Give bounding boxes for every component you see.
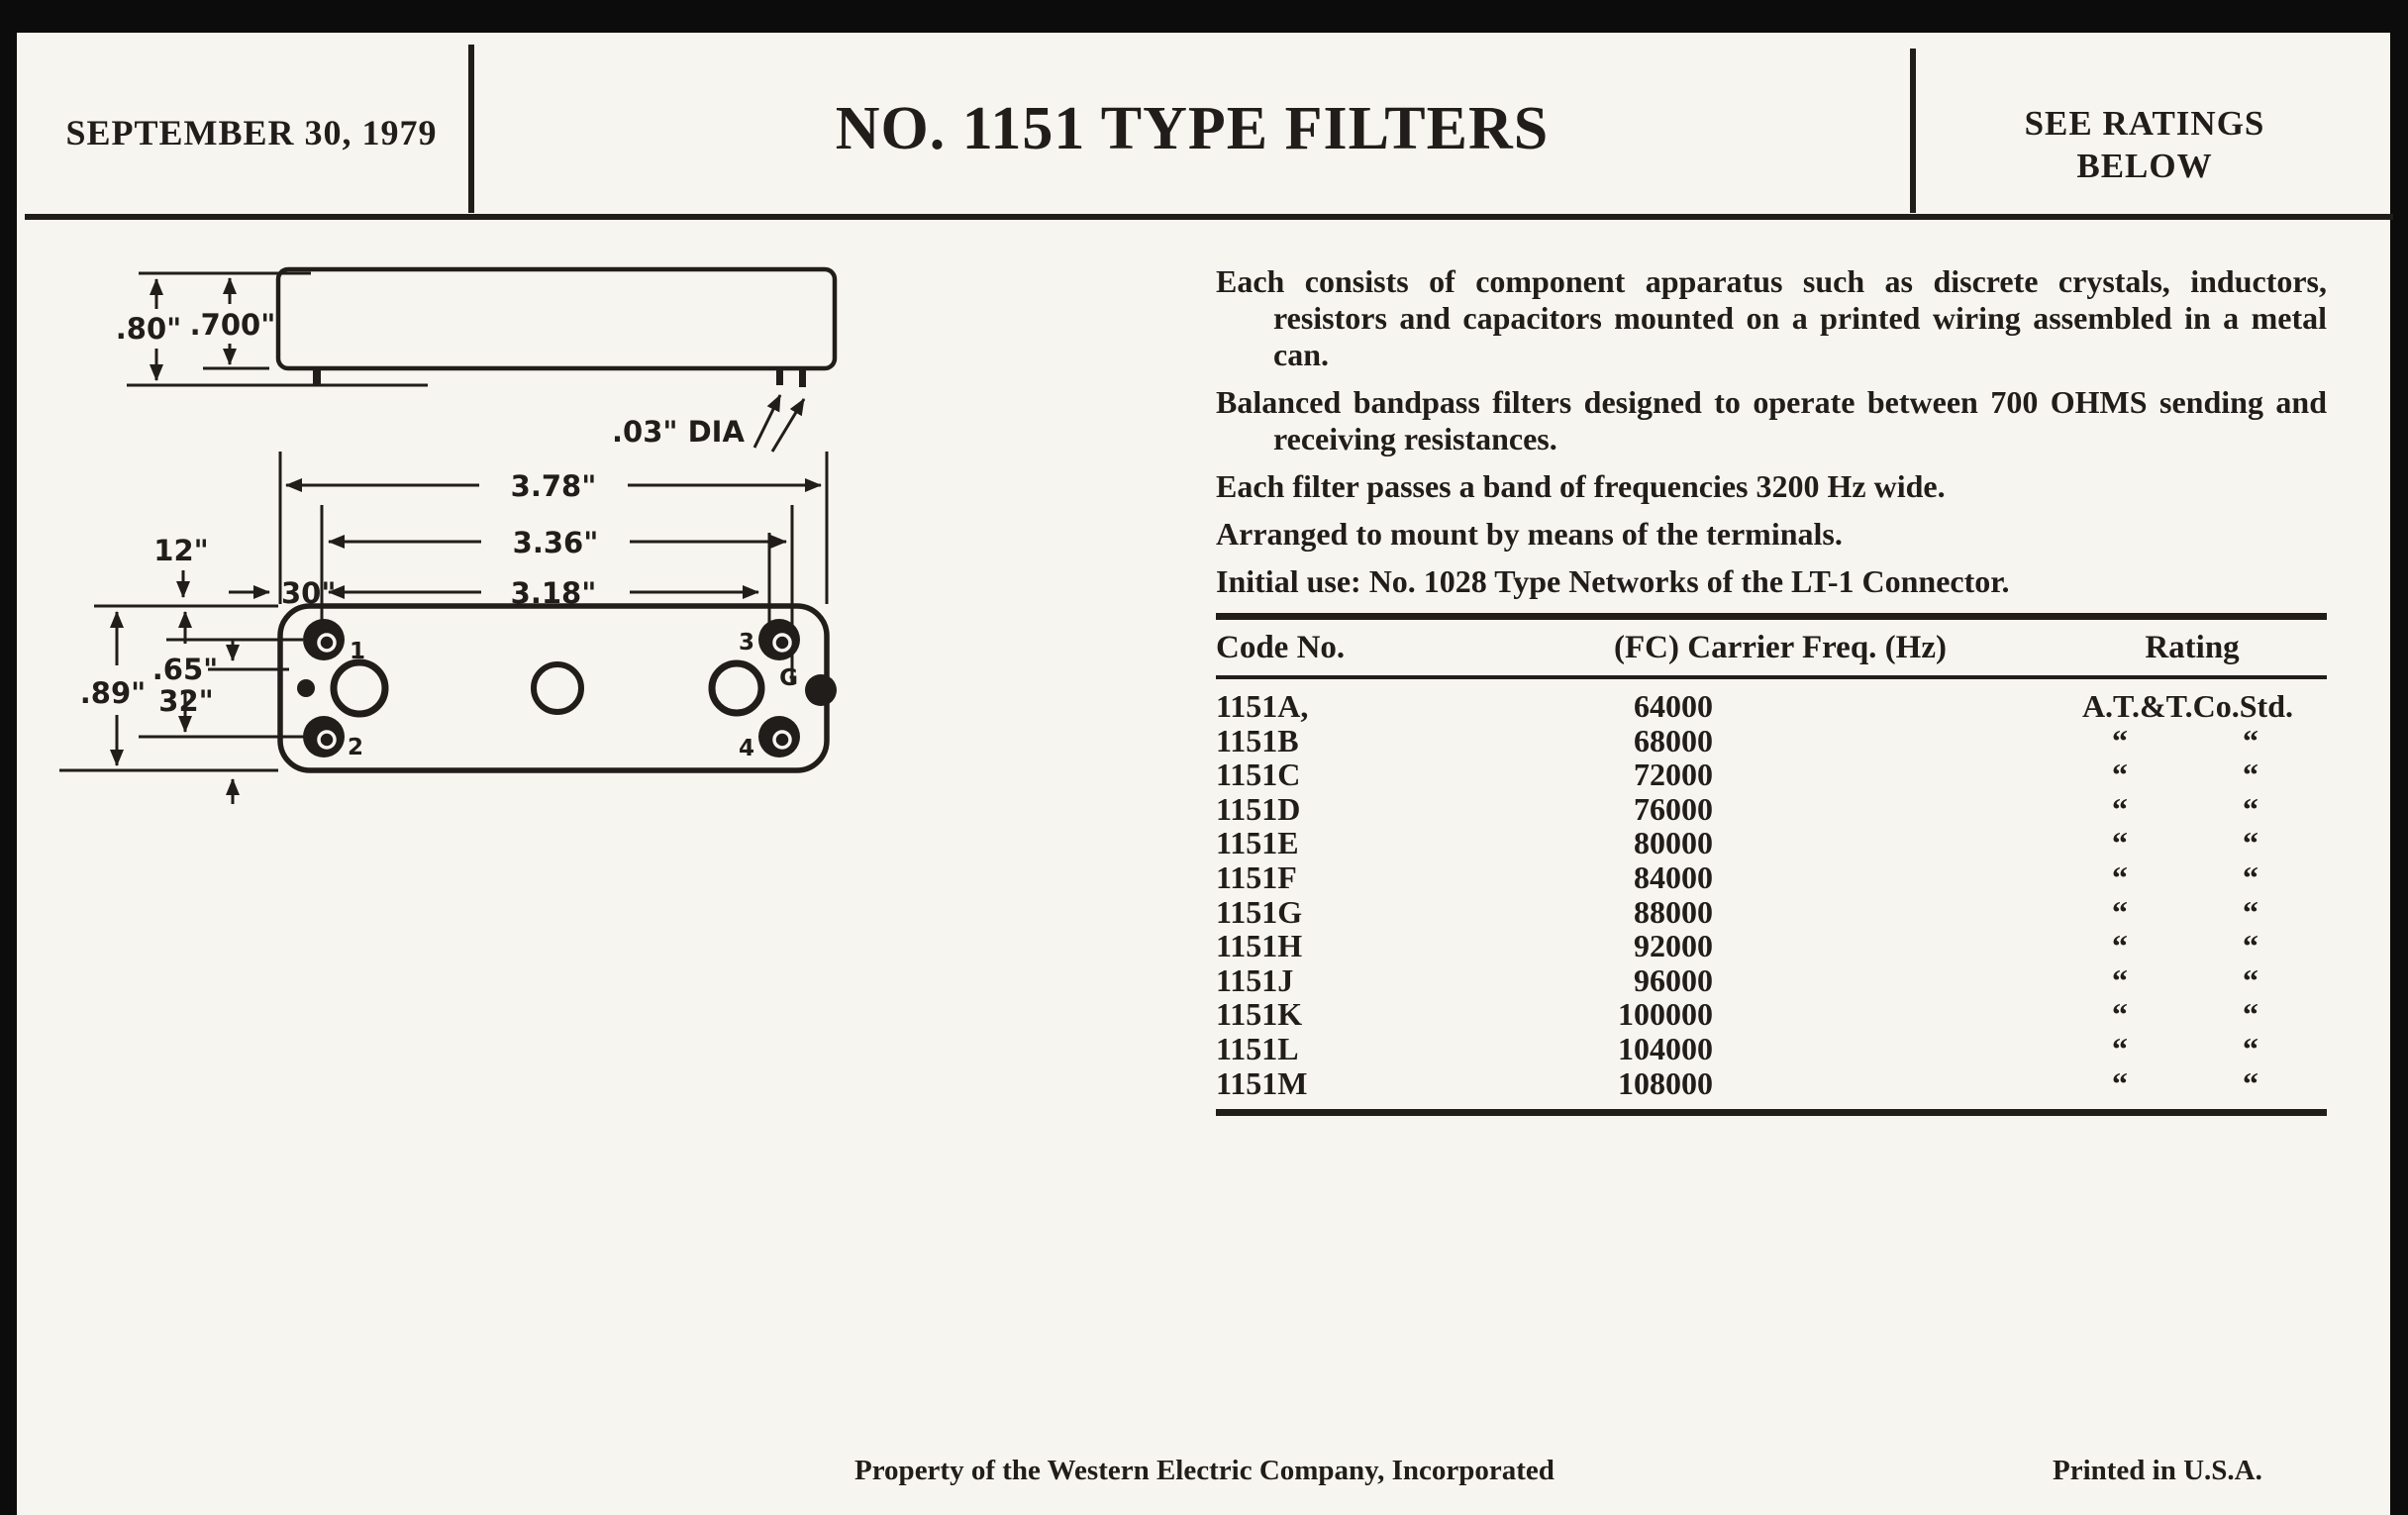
ratings-note-line2: BELOW: [2076, 147, 2213, 185]
ditto-mark: “: [2243, 858, 2258, 895]
ditto-mark: “: [2243, 893, 2258, 930]
spec-paragraph-impedance: Balanced bandpass filters designed to operate between 700 OHMS sending and receiving resistances.: [1216, 384, 2327, 456]
ditto-mark: “: [2112, 961, 2128, 998]
hole-right: [712, 663, 761, 713]
ditto-mark: “: [2112, 825, 2128, 861]
can-side-outline: [278, 269, 835, 368]
code-cell: 1151M: [1216, 1064, 1308, 1101]
dim-width-outer-label: .89": [79, 676, 147, 710]
hole-center: [534, 664, 581, 712]
spec-paragraph-initial-use: Initial use: No. 1028 Type Networks of the LT-1 Connector.: [1216, 563, 2010, 599]
freq-cell: 72000: [1634, 757, 1713, 793]
ditto-mark: “: [2112, 790, 2128, 827]
column-header-code: Code No.: [1216, 630, 1346, 665]
terminal-g-label: G: [779, 665, 798, 691]
header-rule: [25, 214, 2393, 220]
freq-cell: 96000: [1634, 961, 1713, 998]
column-header-rating: Rating: [2145, 630, 2240, 665]
document-page: [17, 33, 2390, 1515]
terminal-g-pad: [805, 674, 837, 706]
freq-cell: 68000: [1634, 722, 1713, 758]
table-row: [1216, 860, 2327, 895]
ditto-mark: “: [2243, 1030, 2258, 1066]
terminal-3-label: 3: [738, 630, 754, 656]
code-cell: 1151A,: [1216, 688, 1309, 724]
code-cell: 1151B: [1216, 722, 1299, 758]
table-row: [1216, 758, 2327, 792]
table-row: [1216, 963, 2327, 998]
terminal-3-pad: [758, 619, 800, 660]
spec-paragraph-construction: Each consists of component apparatus such as discrete crystals, inductors, resistors and capacitors mounted on a printed wiring assembled in a metal can.: [1216, 263, 2327, 372]
table-body: [1216, 679, 2327, 1109]
ditto-mark: “: [2112, 858, 2128, 895]
table-row: [1216, 1066, 2327, 1101]
freq-cell: 84000: [1634, 858, 1713, 895]
table-bottom-rule: [1216, 1109, 2327, 1116]
code-cell: 1151C: [1216, 757, 1301, 793]
dim-offset-top-label: 12": [153, 534, 209, 567]
table-top-rule: [1216, 613, 2327, 620]
pin-left: [313, 368, 321, 385]
ditto-mark: “: [2112, 996, 2128, 1033]
spec-paragraph-bandwidth: Each filter passes a band of frequencies 3200 Hz wide.: [1216, 468, 1946, 504]
freq-cell: 92000: [1634, 928, 1713, 964]
terminal-1-pad: [303, 619, 345, 660]
terminal-1-label: 1: [350, 639, 366, 664]
ditto-mark: “: [2243, 722, 2258, 758]
dim-width-inner-label: .65": [151, 653, 219, 686]
dim-height-inner-label: .700": [189, 308, 276, 342]
dim-height-outer-label: .80": [115, 312, 182, 346]
ditto-mark: “: [2112, 928, 2128, 964]
freq-cell: 64000: [1634, 688, 1713, 724]
terminal-4-label: 4: [738, 736, 754, 761]
table-row: [1216, 997, 2327, 1032]
freq-cell: 88000: [1634, 893, 1713, 930]
dim-length-mid-label: 3.36": [512, 526, 599, 559]
ditto-mark: “: [2112, 1064, 2128, 1101]
freq-cell: 80000: [1634, 825, 1713, 861]
code-cell: 1151H: [1216, 928, 1303, 964]
table-row: [1216, 895, 2327, 930]
footer-printed-note: Printed in U.S.A.: [2053, 1455, 2262, 1486]
code-cell: 1151D: [1216, 790, 1301, 827]
code-cell: 1151L: [1216, 1030, 1299, 1066]
dim-offset-left-label: 30": [281, 576, 337, 610]
code-cell: 1151E: [1216, 825, 1299, 861]
index-dot: [297, 679, 315, 697]
code-cell: 1151G: [1216, 893, 1303, 930]
ditto-mark: “: [2112, 893, 2128, 930]
ditto-mark: “: [2243, 790, 2258, 827]
pin-right-2: [799, 368, 806, 387]
freq-cell: 108000: [1618, 1064, 1713, 1101]
freq-cell: 76000: [1634, 790, 1713, 827]
ditto-mark: “: [2112, 757, 2128, 793]
table-row: [1216, 1032, 2327, 1066]
table-row: [1216, 826, 2327, 860]
ditto-mark: “: [2243, 996, 2258, 1033]
terminal-2-pad: [303, 716, 345, 758]
ratings-note-line1: SEE RATINGS: [2024, 104, 2265, 143]
ditto-mark: “: [2112, 722, 2128, 758]
table-row: [1216, 792, 2327, 827]
page-title: NO. 1151 TYPE FILTERS: [835, 95, 1550, 162]
column-header-freq: (FC) Carrier Freq. (Hz): [1614, 630, 1947, 665]
terminal-2-label: 2: [348, 735, 364, 760]
dim-width-lower-label: 32": [158, 684, 214, 718]
table-row: [1216, 929, 2327, 963]
ditto-mark: “: [2243, 961, 2258, 998]
dim-length-inner-label: 3.18": [510, 576, 597, 610]
description-block: [1216, 263, 2327, 611]
ratings-note: [1916, 102, 2373, 187]
table-row: [1216, 724, 2327, 758]
freq-cell: 100000: [1618, 996, 1713, 1033]
ditto-mark: “: [2243, 757, 2258, 793]
ratings-table: [1216, 613, 2327, 1116]
ditto-mark: “: [2243, 928, 2258, 964]
dim-length-outer-label: 3.78": [510, 469, 597, 503]
footer-property-note: Property of the Western Electric Company, Incorporated: [854, 1455, 1555, 1486]
issue-date: SEPTEMBER 30, 1979: [65, 113, 438, 152]
spec-paragraph-mounting: Arranged to mount by means of the terminals.: [1216, 516, 1843, 552]
code-cell: 1151F: [1216, 858, 1297, 895]
table-row: [1216, 689, 2327, 724]
freq-cell: 104000: [1618, 1030, 1713, 1066]
pin-right-1: [776, 368, 783, 385]
rating-cell: A.T.&T.Co.Std.: [2081, 688, 2293, 724]
ditto-mark: “: [2112, 1030, 2128, 1066]
filter-outline-drawing: [37, 251, 888, 825]
code-cell: 1151J: [1216, 961, 1294, 998]
code-cell: 1151K: [1216, 996, 1303, 1033]
hole-left: [334, 662, 385, 714]
plan-ext-lines: [59, 452, 827, 770]
terminal-4-pad: [758, 716, 800, 758]
ditto-mark: “: [2243, 1064, 2258, 1101]
ditto-mark: “: [2243, 825, 2258, 861]
pin-diameter-label: .03" DIA: [612, 415, 745, 449]
table-header-row: [1216, 620, 2327, 675]
